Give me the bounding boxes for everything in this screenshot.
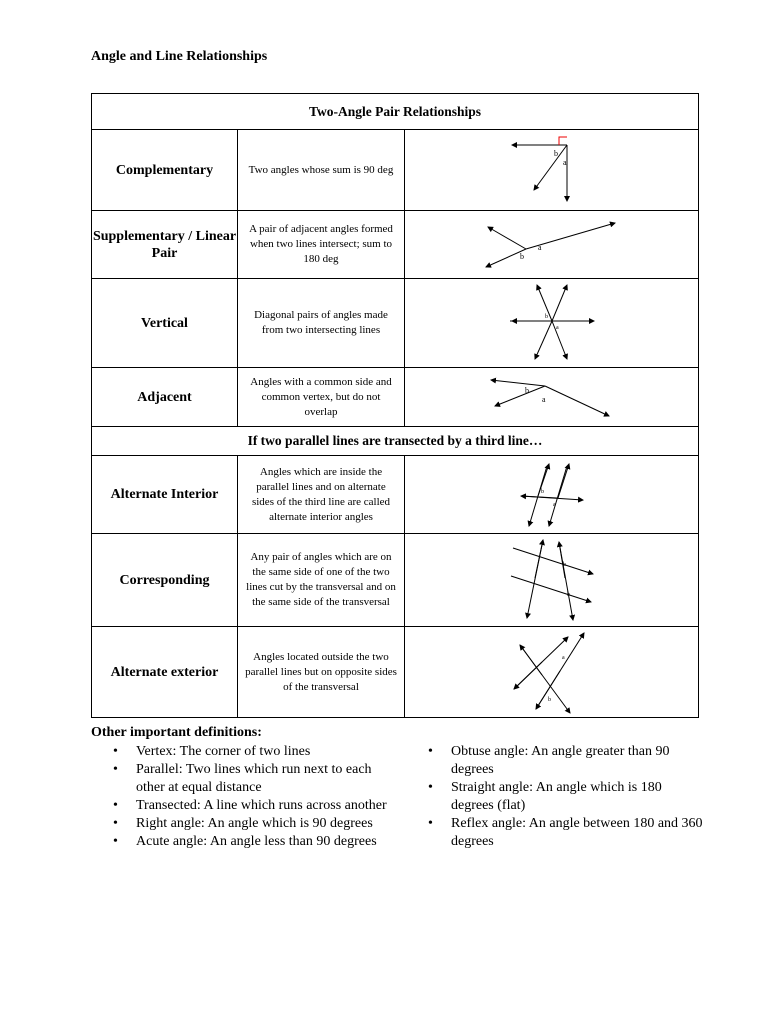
table-row — [92, 368, 699, 427]
alternate-interior-diagram — [405, 456, 699, 534]
definitions-title: Other important definitions: — [91, 725, 262, 740]
table-row — [92, 534, 699, 627]
label-b: b — [553, 149, 558, 158]
row-definition: A pair of adjacent angles formed when two lines intersect; sum to 180 deg — [238, 211, 405, 279]
label-b: b — [544, 314, 548, 320]
row-name: Adjacent — [92, 368, 238, 427]
list-item: • Reflex angle: An angle between 180 and 360 degrees — [406, 815, 706, 851]
supplementary-diagram — [405, 211, 699, 279]
definitions-list-right — [406, 743, 706, 851]
alternate-exterior-diagram — [405, 627, 699, 718]
row-definition: Two angles whose sum is 90 deg — [238, 130, 405, 211]
document-title: Angle and Line Relationships — [91, 49, 268, 64]
list-item: • Obtuse angle: An angle greater than 90 degrees — [406, 743, 706, 779]
corresponding-diagram — [405, 534, 699, 627]
label-a: a — [541, 395, 546, 404]
label-b: b — [562, 562, 566, 568]
list-item: • Straight angle: An angle which is 180 degrees (flat) — [406, 779, 706, 815]
complementary-diagram — [405, 130, 699, 211]
definitions-list-left — [91, 743, 391, 851]
row-definition: Angles located outside the two parallel lines but on opposite sides of the transversal — [238, 627, 405, 718]
list-item: • Parallel: Two lines which run next to each other at equal distance — [91, 761, 391, 797]
list-item: • Transected: A line which runs across another — [91, 797, 391, 815]
label-a: a — [561, 655, 565, 661]
table-subheader: If two parallel lines are transected by a third line… — [92, 427, 699, 456]
row-name: Alternate Interior — [92, 456, 238, 534]
row-definition: Diagonal pairs of angles made from two intersecting lines — [238, 279, 405, 368]
row-name: Vertical — [92, 279, 238, 368]
table-header: Two-Angle Pair Relationships — [92, 94, 699, 130]
table-row — [92, 130, 699, 211]
label-b: b — [547, 697, 551, 703]
label-b: b — [566, 592, 570, 598]
row-definition: Angles with a common side and common vertex, but do not overlap — [238, 368, 405, 427]
table-row — [92, 211, 699, 279]
vertical-diagram — [405, 279, 699, 368]
table-row — [92, 627, 699, 718]
list-item: • Acute angle: An angle less than 90 degrees — [91, 833, 391, 851]
label-a: a — [555, 325, 559, 331]
table-row — [92, 279, 699, 368]
row-name: Corresponding — [92, 534, 238, 627]
label-b: b — [519, 251, 524, 261]
label-a: a — [537, 242, 542, 252]
row-name: Complementary — [92, 130, 238, 211]
adjacent-diagram — [405, 368, 699, 427]
label-a: a — [562, 158, 567, 167]
label-b: b — [540, 488, 544, 495]
list-item: • Right angle: An angle which is 90 degrees — [91, 815, 391, 833]
row-name: Supplementary / Linear Pair — [92, 211, 238, 279]
list-item: • Vertex: The corner of two lines — [91, 743, 391, 761]
row-name: Alternate exterior — [92, 627, 238, 718]
label-b: b — [524, 386, 529, 395]
label-a: a — [552, 501, 556, 508]
row-definition: Any pair of angles which are on the same side of one of the two lines cut by the transversal and on the same side of the transversal — [238, 534, 405, 627]
relationships-table — [91, 93, 699, 718]
table-row — [92, 456, 699, 534]
row-definition: Angles which are inside the parallel lines and on alternate sides of the third line are called alternate interior angles — [238, 456, 405, 534]
